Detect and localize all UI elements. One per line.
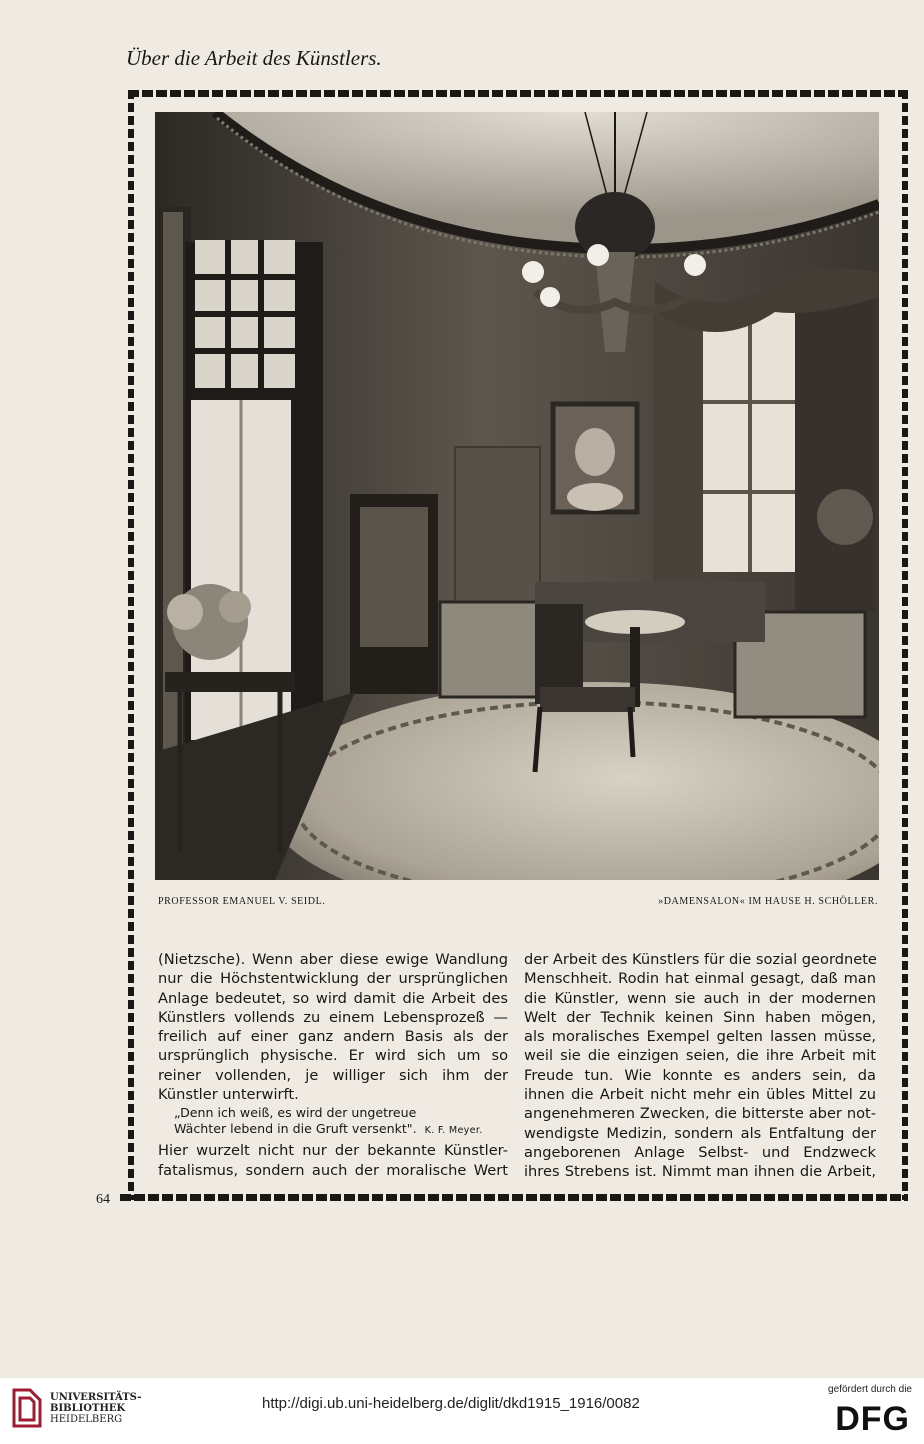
text-line: angeborenen Anlage Selbst- und Endzweck [524,1143,876,1161]
dfg-logo: DFG [835,1400,910,1438]
text-line: ihnen die Arbeit nicht mehr ein übles Mittel zu [524,1086,876,1104]
library-logo-icon [10,1386,44,1430]
text-column-right [524,950,876,1182]
text-line: freilich auf einer ganz andern Basis als der [158,1028,508,1046]
text-line: der Arbeit des Künstlers für die sozial geordnete [524,951,877,968]
library-name-line: HEIDELBERG [50,1414,123,1425]
text-line: fatalismus, sondern auch der moralische Wert [158,1161,508,1179]
quote-line: „Denn ich weiß, es wird der ungetreue [174,1105,417,1121]
text-line: Menschheit. Rodin hat einmal gesagt, daß man [524,970,876,988]
text-line: Hier wurzelt nicht nur der bekannte Künstler- [158,1142,508,1160]
text-line: nur die Höchstentwicklung der ursprünglichen [158,970,508,988]
library-name-line: BIBLIOTHEK [50,1403,126,1414]
text-line: wendigste Medizin, sondern als Entfaltung der [524,1124,876,1142]
frame-right-border [902,90,908,1200]
quote-line [158,1121,508,1139]
funded-by-label: gefördert durch die [828,1384,912,1395]
text-line: ursprünglich physische. Er wird sich um so [158,1047,508,1065]
frame-left-border [128,90,134,1200]
block-quote [158,1105,508,1139]
text-line: Welt der Technik keinen Sinn haben mögen, [524,1008,876,1026]
frame-bottom-border [120,1194,908,1201]
text-line: weil sie die einzigen seien, die ihre Arbeit mit [524,1047,876,1065]
library-name [50,1392,141,1425]
interior-photo-illustration [155,112,879,880]
text-line: (Nietzsche). Wenn aber diese ewige Wandlung [158,951,508,968]
text-line: angenehmeren Zwecken, die bitterste aber not- [524,1105,876,1123]
text-line: ihres Strebens ist. Nimmt man ihnen die Arbeit, [524,1163,876,1181]
quote-line-text: Wächter lebend in die Gruft versenkt". [174,1121,417,1137]
frame-top-border [128,90,908,97]
library-name-line: UNIVERSITÄTS- [50,1392,142,1403]
text-line: Künstlers vollends zu einem Lebensprozeß — [158,1008,508,1026]
text-line: Anlage bedeutet, so wird damit die Arbeit des [158,989,508,1007]
source-url-link[interactable]: http://digi.ub.uni-heidelberg.de/diglit/dkd1915_1916/0082 [262,1395,640,1412]
text-line: reiner vollenden, je williger sich ihm der [158,1066,508,1084]
photo-caption-right: »DAMENSALON« IM HAUSE H. SCHÖLLER. [658,896,878,907]
interior-photo [155,112,879,880]
photo-caption-left: PROFESSOR EMANUEL V. SEIDL. [158,896,326,907]
text-line: die Künstler, wenn sie auch in der modernen [524,989,876,1007]
text-line: Freude tun. Wie konnte es anders sein, da [524,1066,876,1084]
quote-author: K. F. Meyer. [424,1125,483,1137]
running-head: Über die Arbeit des Künstlers. [126,46,382,70]
text-column-left [158,950,508,1180]
page-number: 64 [96,1192,110,1207]
text-line: als moralisches Exempel gelten lassen müsse, [524,1028,876,1046]
text-line: Künstler unterwirft. [158,1086,299,1104]
